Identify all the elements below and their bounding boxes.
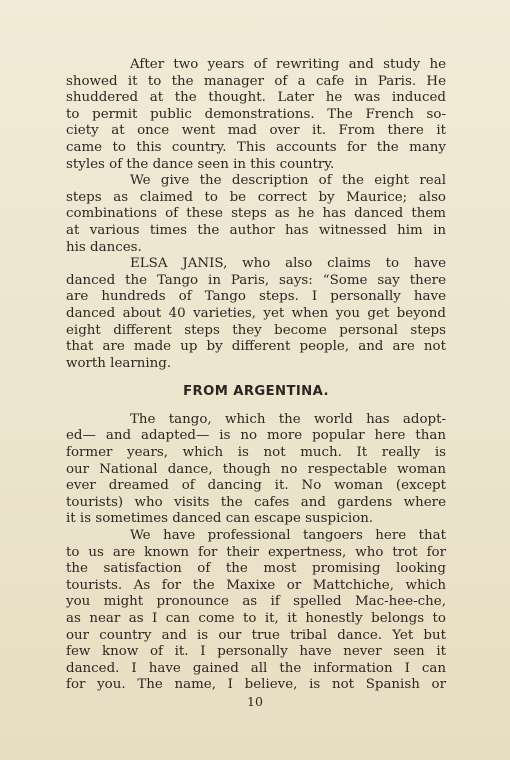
text-line: The tango, which the world has adopt-	[130, 411, 446, 427]
paragraph-professional-tangoers	[66, 528, 446, 694]
text-line: our National dance, though no respectable woman	[66, 461, 446, 477]
text-line: showed it to the manager of a cafe in Paris. He	[66, 73, 446, 89]
text-line: that are made up by different people, and are not	[66, 339, 446, 355]
text-line: came to this country. This accounts for the many	[66, 139, 446, 155]
text-line: our country and is our true tribal dance. Yet but	[66, 627, 446, 643]
text-line: shuddered at the thought. Later he was induced	[66, 90, 446, 106]
text-line: few know of it. I personally have never seen it	[66, 644, 446, 660]
paragraph-elsa-janis	[66, 256, 446, 372]
text-line: to us are known for their expertness, who trot for	[66, 544, 446, 560]
text-line: We have professional tangoers here that	[130, 528, 446, 544]
text-line: eight different steps they become personal steps	[66, 322, 446, 338]
paragraph-tango-adopted	[66, 412, 446, 528]
paragraph-rewriting	[66, 57, 446, 173]
text-line: We give the description of the eight real	[130, 173, 446, 189]
text-line: for you. The name, I believe, is not Spanish or	[66, 677, 446, 693]
text-line: former years, which is not much. It really is	[66, 445, 446, 461]
text-line: at various times the author has witnessed him in	[66, 222, 446, 238]
text-line: After two years of rewriting and study he	[130, 57, 446, 72]
page-number: 10	[247, 694, 263, 709]
text-line: as near as I can come to it, it honestly belongs to	[66, 611, 446, 626]
text-line: danced the Tango in Paris, says: “Some say there	[66, 272, 446, 288]
text-line: are hundreds of Tango steps. I personally have	[66, 289, 446, 305]
text-line: danced. I have gained all the information I can	[66, 660, 446, 676]
text-line: worth learning.	[66, 355, 172, 371]
text-line: steps as claimed to be correct by Maurice; also	[66, 189, 446, 205]
text-line: his dances.	[66, 239, 142, 255]
text-line: to permit public demonstrations. The French so-	[66, 106, 446, 122]
text-line: tourists) who visits the cafes and gardens where	[66, 494, 446, 510]
text-line: danced about 40 varieties, yet when you get beyond	[66, 305, 446, 321]
section-heading: FROM ARGENTINA.	[183, 384, 329, 400]
text-line: ever dreamed of dancing it. No woman (except	[66, 478, 446, 494]
text-line: styles of the dance seen in this country.	[66, 156, 335, 172]
text-line: ed— and adapted— is no more popular here than	[66, 428, 446, 444]
paragraph-description	[66, 173, 446, 256]
text-line: it is sometimes danced can escape suspicion.	[66, 511, 374, 527]
text-line: the satisfaction of the most promising looking	[66, 561, 446, 577]
page-body-text	[66, 57, 446, 694]
text-line: ELSA JANIS, who also claims to have	[130, 256, 446, 272]
text-line: you might pronounce as if spelled Mac-hee-che,	[66, 594, 446, 610]
text-line: ciety at once went mad over it. From there it	[66, 123, 446, 139]
text-line: tourists. As for the Maxixe or Mattchiche, which	[66, 577, 446, 593]
text-line: combinations of these steps as he has danced them	[66, 206, 446, 222]
